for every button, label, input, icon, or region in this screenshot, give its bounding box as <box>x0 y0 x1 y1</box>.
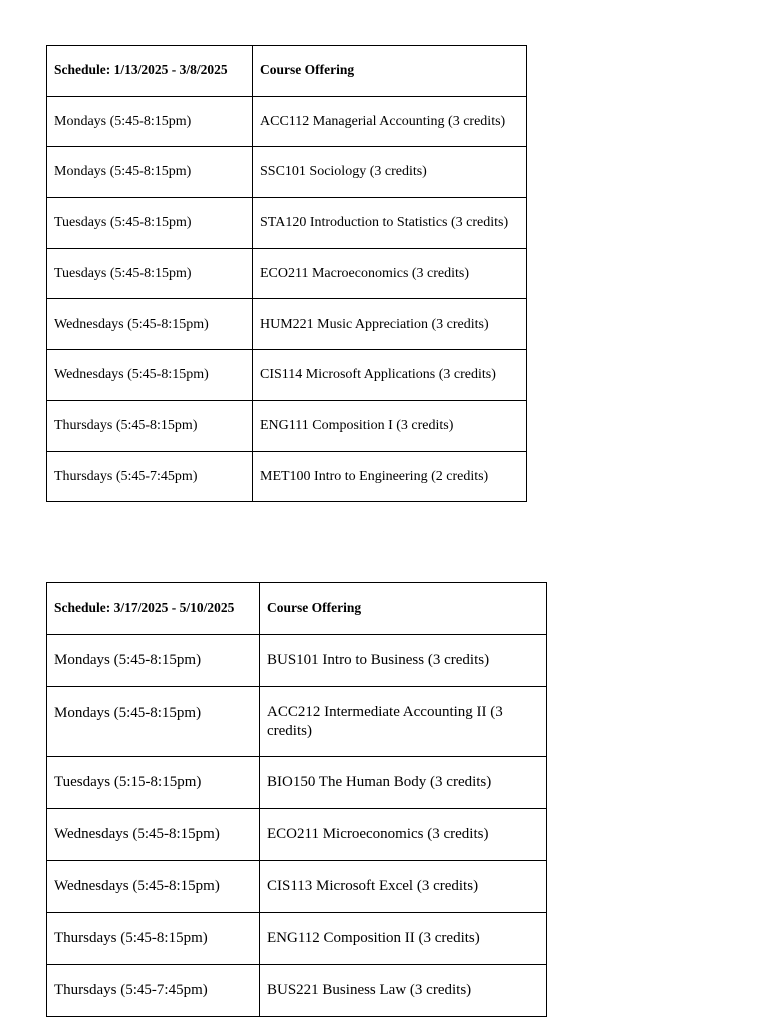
day-time-cell: Wednesdays (5:45-8:15pm) <box>47 861 260 913</box>
day-time-cell: Wednesdays (5:45-8:15pm) <box>47 299 253 350</box>
course-cell: CIS113 Microsoft Excel (3 credits) <box>260 861 547 913</box>
course-cell: BUS101 Intro to Business (3 credits) <box>260 635 547 687</box>
course-cell: ECO211 Microeconomics (3 credits) <box>260 809 547 861</box>
table-row <box>47 147 527 198</box>
day-time-cell: Tuesdays (5:15-8:15pm) <box>47 757 260 809</box>
course-cell: SSC101 Sociology (3 credits) <box>253 147 527 198</box>
course-offering-header-cell: Course Offering <box>253 46 527 97</box>
course-cell: BIO150 The Human Body (3 credits) <box>260 757 547 809</box>
table-row <box>47 913 547 965</box>
day-time-cell: Mondays (5:45-8:15pm) <box>47 687 260 757</box>
day-time-cell: Thursdays (5:45-8:15pm) <box>47 400 253 451</box>
course-cell: ACC112 Managerial Accounting (3 credits) <box>253 96 527 147</box>
table-row <box>47 198 527 249</box>
table-row <box>47 965 547 1017</box>
table-row <box>47 248 527 299</box>
table-row <box>47 809 547 861</box>
table-row <box>47 861 547 913</box>
table-row <box>47 687 547 757</box>
schedule-header-cell: Schedule: 1/13/2025 - 3/8/2025 <box>47 46 253 97</box>
schedule-table-winter <box>46 45 527 502</box>
table-row <box>47 96 527 147</box>
day-time-cell: Wednesdays (5:45-8:15pm) <box>47 350 253 401</box>
table-header-row <box>47 583 547 635</box>
day-time-cell: Mondays (5:45-8:15pm) <box>47 147 253 198</box>
table-row <box>47 757 547 809</box>
table-row <box>47 400 527 451</box>
course-cell: CIS114 Microsoft Applications (3 credits) <box>253 350 527 401</box>
day-time-cell: Mondays (5:45-8:15pm) <box>47 96 253 147</box>
course-cell: ENG111 Composition I (3 credits) <box>253 400 527 451</box>
schedule-table-spring <box>46 582 547 1017</box>
day-time-cell: Thursdays (5:45-7:45pm) <box>47 965 260 1017</box>
table-row <box>47 299 527 350</box>
table-row <box>47 350 527 401</box>
course-cell: ACC212 Intermediate Accounting II (3 credits) <box>260 687 547 757</box>
day-time-cell: Wednesdays (5:45-8:15pm) <box>47 809 260 861</box>
course-cell: ECO211 Macroeconomics (3 credits) <box>253 248 527 299</box>
schedule-header-cell: Schedule: 3/17/2025 - 5/10/2025 <box>47 583 260 635</box>
course-offering-header-cell: Course Offering <box>260 583 547 635</box>
course-cell: STA120 Introduction to Statistics (3 credits) <box>253 198 527 249</box>
table-row <box>47 451 527 502</box>
day-time-cell: Thursdays (5:45-7:45pm) <box>47 451 253 502</box>
course-cell: BUS221 Business Law (3 credits) <box>260 965 547 1017</box>
course-cell: MET100 Intro to Engineering (2 credits) <box>253 451 527 502</box>
day-time-cell: Thursdays (5:45-8:15pm) <box>47 913 260 965</box>
table-row <box>47 635 547 687</box>
day-time-cell: Tuesdays (5:45-8:15pm) <box>47 198 253 249</box>
table-header-row <box>47 46 527 97</box>
day-time-cell: Tuesdays (5:45-8:15pm) <box>47 248 253 299</box>
course-cell: HUM221 Music Appreciation (3 credits) <box>253 299 527 350</box>
course-cell: ENG112 Composition II (3 credits) <box>260 913 547 965</box>
day-time-cell: Mondays (5:45-8:15pm) <box>47 635 260 687</box>
